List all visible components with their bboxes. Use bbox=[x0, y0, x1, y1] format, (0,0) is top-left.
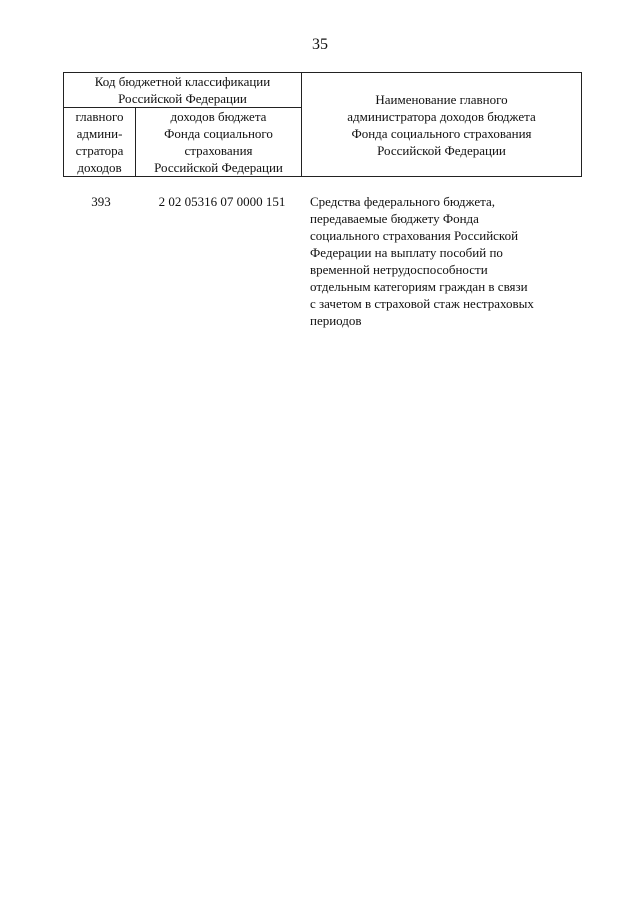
group-title-line: Код бюджетной классификации bbox=[94, 74, 271, 89]
group-title-line: Российской Федерации bbox=[118, 91, 247, 106]
name-header-line: администратора доходов бюджета bbox=[347, 108, 536, 124]
group-header-cell bbox=[64, 73, 302, 108]
name-header-line: Российской Федерации bbox=[377, 142, 506, 158]
admin-header-cell bbox=[64, 108, 136, 177]
revenue-name-line: отдельным категориям граждан в связи bbox=[310, 279, 528, 294]
admin-header-line: главного bbox=[75, 109, 124, 124]
code-header-line: Фонда социального bbox=[164, 126, 273, 141]
admin-code: 393 bbox=[91, 194, 111, 209]
name-header-cell bbox=[302, 73, 582, 177]
revenue-code: 2 02 05316 07 0000 151 bbox=[158, 194, 286, 209]
code-header-line: страхования bbox=[184, 143, 253, 158]
revenue-name-line: временной нетрудоспособности bbox=[310, 262, 488, 277]
code-header-line: доходов бюджета bbox=[170, 109, 267, 124]
code-header-line: Российской Федерации bbox=[154, 160, 283, 175]
revenue-name-line: с зачетом в страховой стаж нестраховых bbox=[310, 296, 534, 311]
name-header-line: Наименование главного bbox=[375, 91, 508, 107]
revenue-name-line: Средства федерального бюджета, bbox=[310, 194, 495, 209]
admin-header-line: стратора bbox=[75, 143, 124, 158]
revenue-name-line: Федерации на выплату пособий по bbox=[310, 245, 503, 260]
admin-header-line: доходов bbox=[77, 160, 122, 175]
page-number: 35 bbox=[312, 36, 328, 53]
revenue-name bbox=[310, 193, 580, 329]
revenue-name-line: периодов bbox=[310, 313, 362, 328]
name-header-line: Фонда социального страхования bbox=[351, 125, 532, 141]
admin-header-line: админи- bbox=[76, 126, 123, 141]
code-header-cell bbox=[136, 108, 302, 177]
revenue-name-line: социального страхования Российской bbox=[310, 228, 519, 243]
budget-classification-header bbox=[63, 72, 582, 177]
revenue-name-line: передаваемые бюджету Фонда bbox=[310, 211, 479, 226]
